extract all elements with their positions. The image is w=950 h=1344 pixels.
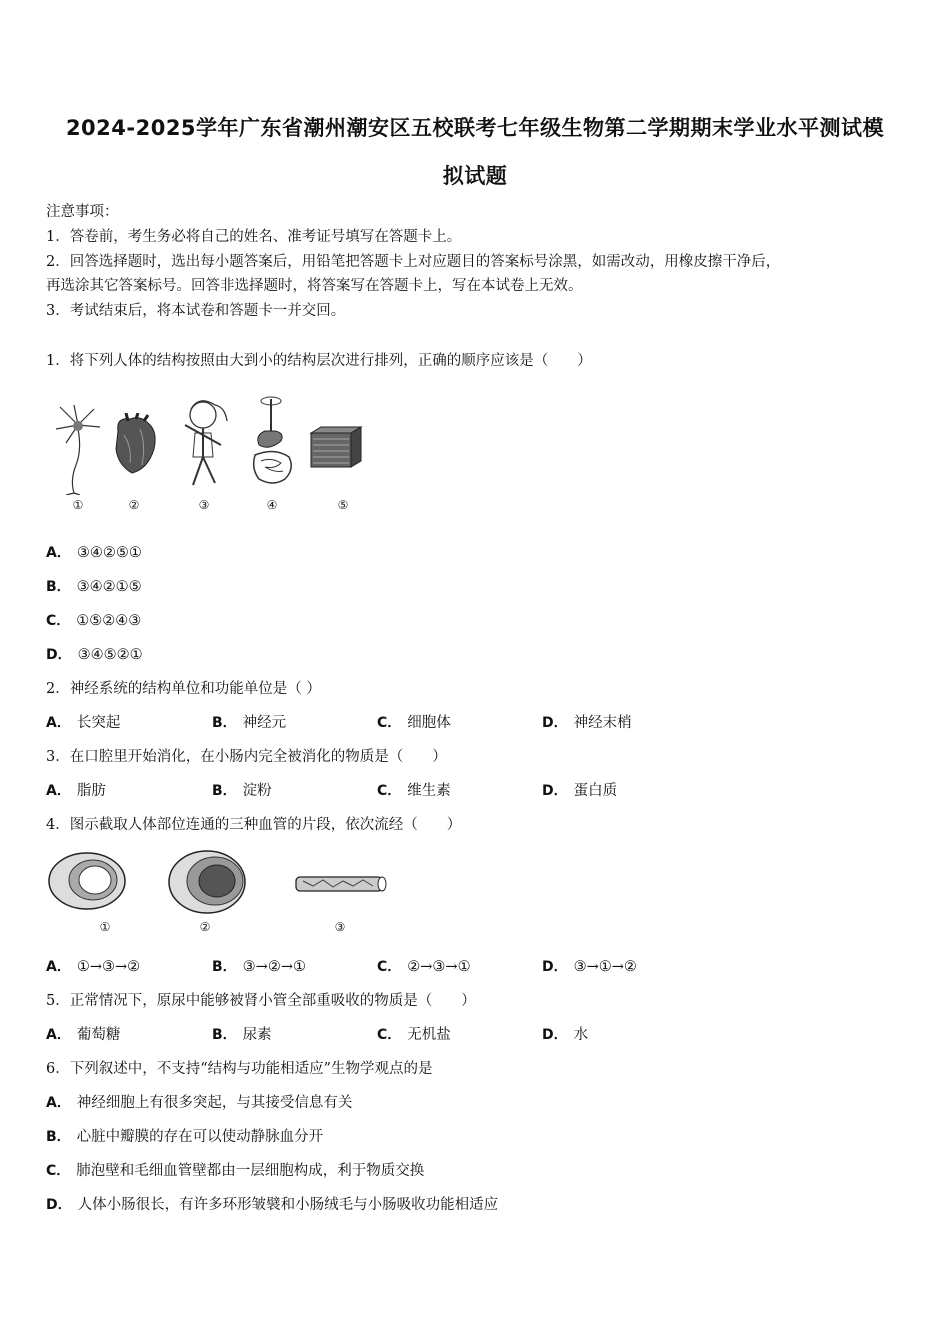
option-text: ③→②→① [242, 959, 306, 975]
question-2-options [46, 713, 686, 733]
option-label: A． [46, 783, 71, 799]
question-3-option-a[interactable] [46, 781, 106, 801]
option-label: C． [377, 959, 402, 975]
option-text: ③④⑤②① [77, 647, 143, 663]
option-label: B． [46, 579, 71, 595]
option-label: A． [46, 1027, 71, 1043]
question-6-stem: 6．下列叙述中，不支持“结构与功能相适应”生物学观点的是 [46, 1061, 433, 1077]
option-label: B． [212, 715, 237, 731]
option-label: D． [542, 959, 568, 975]
option-text: ③④②①⑤ [76, 579, 142, 595]
question-3-option-c[interactable] [377, 781, 451, 801]
option-text: 长突起 [76, 715, 121, 731]
digestive-system-illustration [245, 395, 300, 495]
question-4-stem: 4．图示截取人体部位连通的三种血管的片段，依次流经（ ） [46, 817, 462, 833]
option-label: D． [542, 1027, 568, 1043]
option-label: C． [46, 1163, 71, 1179]
option-text: 维生素 [407, 783, 451, 799]
notice-heading: 注意事项： [46, 204, 119, 220]
option-text: 神经细胞上有很多突起，与其接受信息有关 [76, 1095, 353, 1111]
question-2-option-a[interactable] [46, 713, 120, 733]
capillary-segment-illustration [293, 872, 388, 896]
option-text: 人体小肠很长，有许多环形皱襞和小肠绒毛与小肠吸收功能相适应 [77, 1197, 499, 1213]
notice-item: 再选涂其它答案标号。回答非选择题时，将答案写在答题卡上，写在本试卷上无效。 [46, 278, 583, 294]
question-5-option-d[interactable] [542, 1025, 588, 1045]
figure-1-label-2: ② [128, 498, 140, 512]
heart-illustration [110, 413, 160, 475]
option-label: D． [46, 647, 72, 663]
question-2-option-b[interactable] [212, 713, 286, 733]
option-label: A． [46, 715, 71, 731]
option-text: 淀粉 [242, 783, 272, 799]
question-5-options [46, 1025, 686, 1045]
option-label: A． [46, 959, 71, 975]
option-label: D． [46, 1197, 72, 1213]
question-6-option-c[interactable] [46, 1161, 424, 1181]
exam-title-line1: 2024-2025学年广东省潮州潮安区五校联考七年级生物第二学期期末学业水平测试模 [65, 116, 885, 140]
option-text: 无机盐 [407, 1027, 451, 1043]
question-6-option-d[interactable] [46, 1195, 498, 1215]
question-3-options [46, 781, 686, 801]
figure-1-label-1: ① [72, 498, 84, 512]
question-5-stem: 5．正常情况下，原尿中能够被肾小管全部重吸收的物质是（ ） [46, 993, 476, 1009]
question-4-options [46, 957, 686, 977]
question-5-option-a[interactable] [46, 1025, 120, 1045]
question-1-figure [50, 395, 370, 512]
option-label: B． [212, 783, 237, 799]
question-4-option-d[interactable] [542, 957, 637, 977]
option-text: 葡萄糖 [76, 1027, 121, 1043]
notice-item: 3．考试结束后，将本试卷和答题卡一并交回。 [46, 303, 346, 319]
option-text: 心脏中瓣膜的存在可以使动静脉血分开 [76, 1129, 324, 1145]
question-2-option-c[interactable] [377, 713, 451, 733]
human-girl-illustration [175, 395, 235, 493]
figure-1-label-3: ③ [198, 498, 210, 512]
option-label: B． [46, 1129, 71, 1145]
neuron-illustration [50, 395, 110, 495]
option-label: D． [542, 783, 568, 799]
question-4-option-c[interactable] [377, 957, 471, 977]
option-text: ②→③→① [407, 959, 471, 975]
vein-segment-illustration [165, 848, 250, 916]
option-text: 肺泡壁和毛细血管壁都由一层细胞构成，利于物质交换 [76, 1163, 425, 1179]
question-4-option-b[interactable] [212, 957, 306, 977]
option-text: ①→③→② [76, 959, 141, 975]
question-5-option-b[interactable] [212, 1025, 272, 1045]
option-text: ①⑤②④③ [76, 613, 142, 629]
exam-title-line2: 拟试题 [442, 164, 508, 188]
option-text: 尿素 [242, 1027, 272, 1043]
notice-item: 1．答卷前，考生务必将自己的姓名、准考证号填写在答题卡上。 [46, 229, 462, 245]
option-label: D． [542, 715, 568, 731]
figure-4-label-3: ③ [334, 920, 346, 934]
option-text: 细胞体 [407, 715, 451, 731]
option-label: A． [46, 1095, 71, 1111]
option-label: C． [377, 1027, 402, 1043]
question-1-option-d[interactable] [46, 645, 143, 665]
option-label: B． [212, 1027, 237, 1043]
question-1-stem: 1．将下列人体的结构按照由大到小的结构层次进行排列，正确的顺序应该是（ ） [46, 353, 592, 369]
option-label: C． [377, 715, 402, 731]
artery-segment-illustration [45, 850, 130, 912]
notice-item: 2．回答选择题时，选出每小题答案后，用铅笔把答题卡上对应题目的答案标号涂黑，如需改动，用橡皮擦干净后， [46, 254, 781, 270]
question-3-option-d[interactable] [542, 781, 617, 801]
figure-1-label-5: ⑤ [337, 498, 349, 512]
question-1-option-c[interactable] [46, 611, 141, 631]
figure-1-label-4: ④ [266, 498, 278, 512]
option-text: 神经末梢 [573, 715, 632, 731]
question-1-option-a[interactable] [46, 543, 142, 563]
question-3-option-b[interactable] [212, 781, 272, 801]
tissue-block-illustration [305, 425, 365, 471]
question-2-option-d[interactable] [542, 713, 632, 733]
question-5-option-c[interactable] [377, 1025, 451, 1045]
figure-4-label-1: ① [99, 920, 111, 934]
option-text: 蛋白质 [573, 783, 618, 799]
option-label: C． [377, 783, 402, 799]
option-text: ③→①→② [573, 959, 637, 975]
question-4-figure [45, 848, 395, 938]
question-4-option-a[interactable] [46, 957, 140, 977]
option-label: B． [212, 959, 237, 975]
option-text: 脂肪 [76, 783, 106, 799]
question-6-option-b[interactable] [46, 1127, 323, 1147]
option-label: A． [46, 545, 71, 561]
question-1-option-b[interactable] [46, 577, 142, 597]
figure-4-label-2: ② [199, 920, 211, 934]
option-text: 水 [573, 1027, 589, 1043]
question-2-stem: 2．神经系统的结构单位和功能单位是（ ） [46, 681, 321, 697]
option-text: ③④②⑤① [76, 545, 142, 561]
option-text: 神经元 [242, 715, 287, 731]
question-3-stem: 3．在口腔里开始消化，在小肠内完全被消化的物质是（ ） [46, 749, 447, 765]
option-label: C． [46, 613, 71, 629]
question-6-option-a[interactable] [46, 1093, 352, 1113]
